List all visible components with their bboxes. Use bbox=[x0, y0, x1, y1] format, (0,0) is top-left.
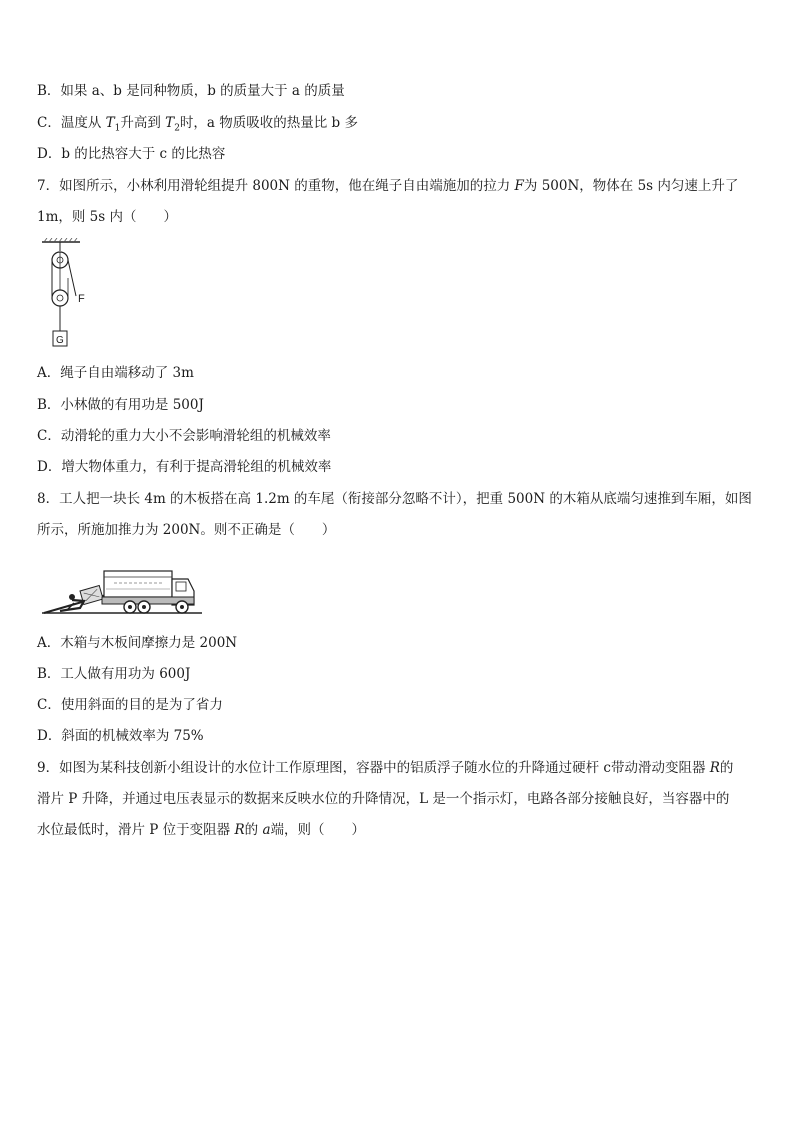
q7-stem-line2: 1m，则 5s 内（ ） bbox=[37, 209, 177, 225]
q9-stem-post: 的 bbox=[719, 760, 734, 776]
q8-stem-line1: 8．工人把一块长 4m 的木板搭在高 1.2m 的车尾（衔接部分忽略不计），把重 500N 的木箱从底端匀速推到车厢，如图 bbox=[37, 491, 752, 507]
q9-stem-line2: 滑片 P 升降，并通过电压表显示的数据来反映水位的升降情况，L 是一个指示灯，电路各部分接触良好，当容器中的 bbox=[37, 791, 730, 807]
q8-stem-line2: 所示，所施加推力为 200N。则不正确是（ ） bbox=[37, 522, 336, 538]
q6-c-mid: 升高到 bbox=[120, 115, 166, 131]
q7-option-a: A．绳子自由端移动了 3m bbox=[37, 365, 194, 381]
dump-truck bbox=[102, 571, 194, 613]
q8-option-b: B．工人做有用功为 600J bbox=[37, 666, 191, 682]
q9-stem-line3 bbox=[37, 821, 365, 839]
q6-c-t1: T bbox=[105, 115, 115, 131]
q7-option-d: D．增大物体重力，有利于提高滑轮组的机械效率 bbox=[37, 459, 332, 475]
q9-stem3-a: a bbox=[262, 822, 271, 838]
q6-c-t2: T bbox=[165, 115, 175, 131]
force-label-f: F bbox=[78, 293, 85, 305]
q9-stem3-post: 端，则（ ） bbox=[270, 822, 365, 838]
q9-stem3-mid: 的 bbox=[244, 822, 263, 838]
truck-ramp-figure bbox=[42, 563, 202, 617]
q9-stem-pre: 9．如图为某科技创新小组设计的水位计工作原理图，容器中的铝质浮子随水位的升降通过硬杆 c带动滑动变阻器 bbox=[37, 760, 710, 776]
pulley-system-figure bbox=[38, 238, 98, 350]
q9-stem3-pre: 水位最低时，滑片 P 位于变阻器 bbox=[37, 822, 235, 838]
q7-stem-pre: 7．如图所示，小林利用滑轮组提升 800N 的重物，他在绳子自由端施加的拉力 bbox=[37, 178, 515, 194]
q6-c-sub1: 1 bbox=[114, 123, 121, 134]
q7-stem-f: F bbox=[514, 178, 524, 194]
q8-option-d: D．斜面的机械效率为 75% bbox=[37, 728, 204, 744]
q8-option-c: C．使用斜面的目的是为了省力 bbox=[37, 697, 223, 713]
q6-c-sub2: 2 bbox=[174, 123, 180, 134]
q7-stem-line1 bbox=[37, 177, 738, 195]
weight-label-g: G bbox=[56, 335, 64, 346]
q7-stem-post: 为 500N，物体在 5s 内匀速上升了 bbox=[523, 178, 739, 194]
q6-option-b: B．如果 a、b 是同种物质，b 的质量大于 a 的质量 bbox=[37, 83, 345, 99]
q9-stem3-r: R bbox=[234, 822, 245, 838]
q6-option-d: D．b 的比热容大于 c 的比热容 bbox=[37, 146, 226, 162]
q7-option-b: B．小林做的有用功是 500J bbox=[37, 397, 204, 413]
movable-pulley bbox=[52, 290, 68, 306]
q6-option-c bbox=[37, 114, 358, 138]
q9-stem-r: R bbox=[709, 760, 720, 776]
q7-option-c: C．动滑轮的重力大小不会影响滑轮组的机械效率 bbox=[37, 428, 331, 444]
q8-option-a: A．木箱与木板间摩擦力是 200N bbox=[37, 635, 238, 651]
q6-c-text: C．温度从 bbox=[37, 115, 106, 131]
q6-c-post: 时，a 物质吸收的热量比 b 多 bbox=[179, 115, 358, 131]
q9-stem-line1 bbox=[37, 759, 733, 777]
